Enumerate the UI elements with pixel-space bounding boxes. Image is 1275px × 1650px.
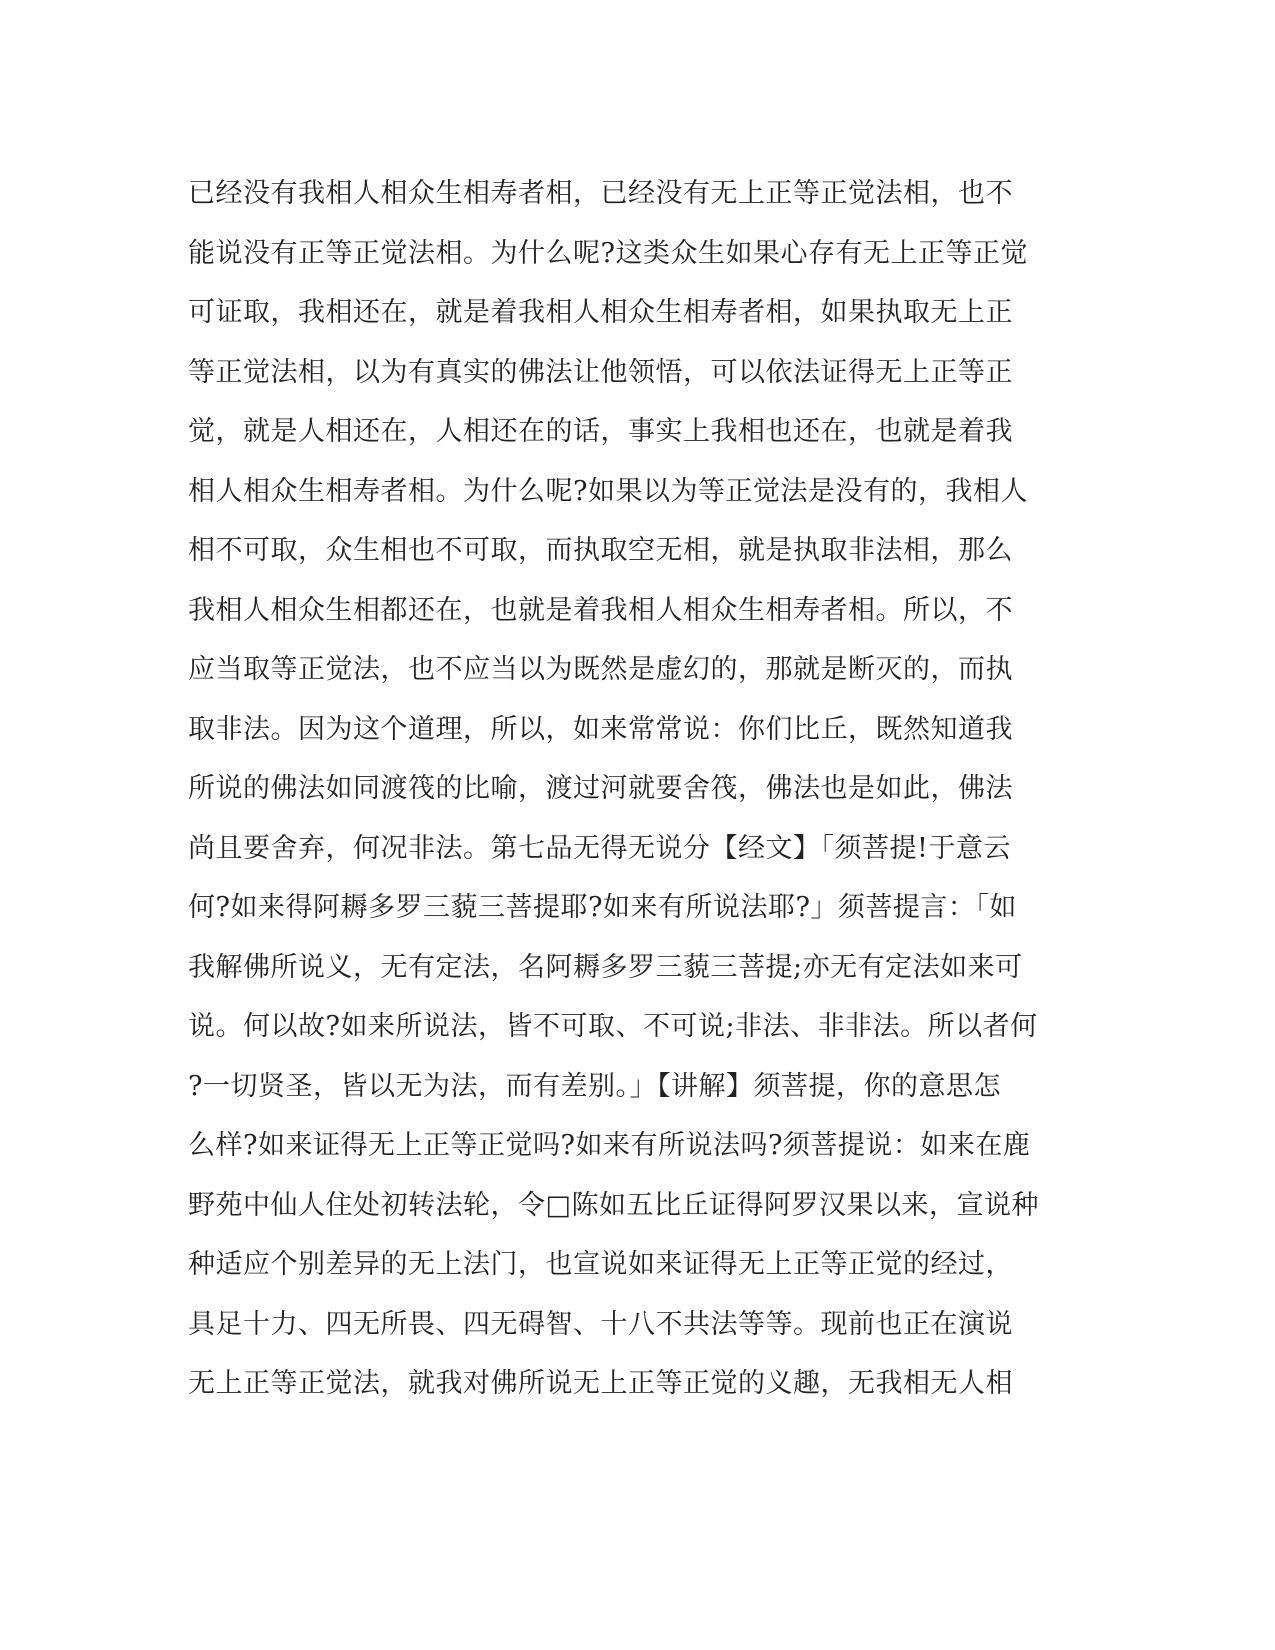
text-line: 相不可取，众生相也不可取，而执取空无相，就是执取非法相，那么 [188,535,1013,566]
text-line: 野苑中仙人住处初转法轮，令□陈如五比丘证得阿罗汉果以来，宣说种 [188,1189,1040,1221]
text-line: 么样?如来证得无上正等正觉吗?如来有所说法吗?须菩提说：如来在鹿 [188,1130,1031,1161]
text-line: 能说没有正等正觉法相。为什么呢?这类众生如果心存有无上正等正觉 [188,237,1028,269]
body-text [188,164,1088,1414]
text-line: 我解佛所说义，无有定法，名阿耨多罗三藐三菩提;亦无有定法如来可 [188,951,1023,983]
text-line: ?一切贤圣，皆以无为法，而有差别。」【讲解】须菩提，你的意思怎 [188,1070,1001,1102]
text-line: 说。何以故?如来所说法，皆不可取、不可说;非法、非非法。所以者何 [188,1011,1038,1042]
text-line: 具足十力、四无所畏、四无碍智、十八不共法等等。现前也正在演说 [188,1308,1013,1340]
text-line: 种适应个别差异的无上法门，也宣说如来证得无上正等正觉的经过， [188,1249,1013,1280]
text-line: 相人相众生相寿者相。为什么呢?如果以为等正觉法是没有的，我相人 [188,475,1028,507]
text-line: 觉，就是人相还在，人相还在的话，事实上我相也还在，也就是着我 [188,416,1013,447]
text-line: 取非法。因为这个道理，所以，如来常常说：你们比丘，既然知道我 [188,713,1013,745]
text-line: 尚且要舍弃，何况非法。第七品无得无说分【经文】「须菩提!于意云 [188,832,1011,864]
text-line: 所说的佛法如同渡筏的比喻，渡过河就要舍筏，佛法也是如此，佛法 [188,773,1013,804]
text-line: 无上正等正觉法，就我对佛所说无上正等正觉的义趣，无我相无人相 [188,1368,1013,1399]
text-line: 已经没有我相人相众生相寿者相，已经没有无上正等正觉法相，也不 [188,178,1013,209]
text-line: 等正觉法相，以为有真实的佛法让他领悟，可以依法证得无上正等正 [188,356,1013,388]
text-line: 应当取等正觉法，也不应当以为既然是虚幻的，那就是断灭的，而执 [188,654,1013,685]
text-line: 何?如来得阿耨多罗三藐三菩提耶?如来有所说法耶?」须菩提言：「如 [188,892,1017,923]
text-line: 可证取，我相还在，就是着我相人相众生相寿者相，如果执取无上正 [188,297,1013,328]
text-line: 我相人相众生相都还在，也就是着我相人相众生相寿者相。所以，不 [188,594,1013,626]
